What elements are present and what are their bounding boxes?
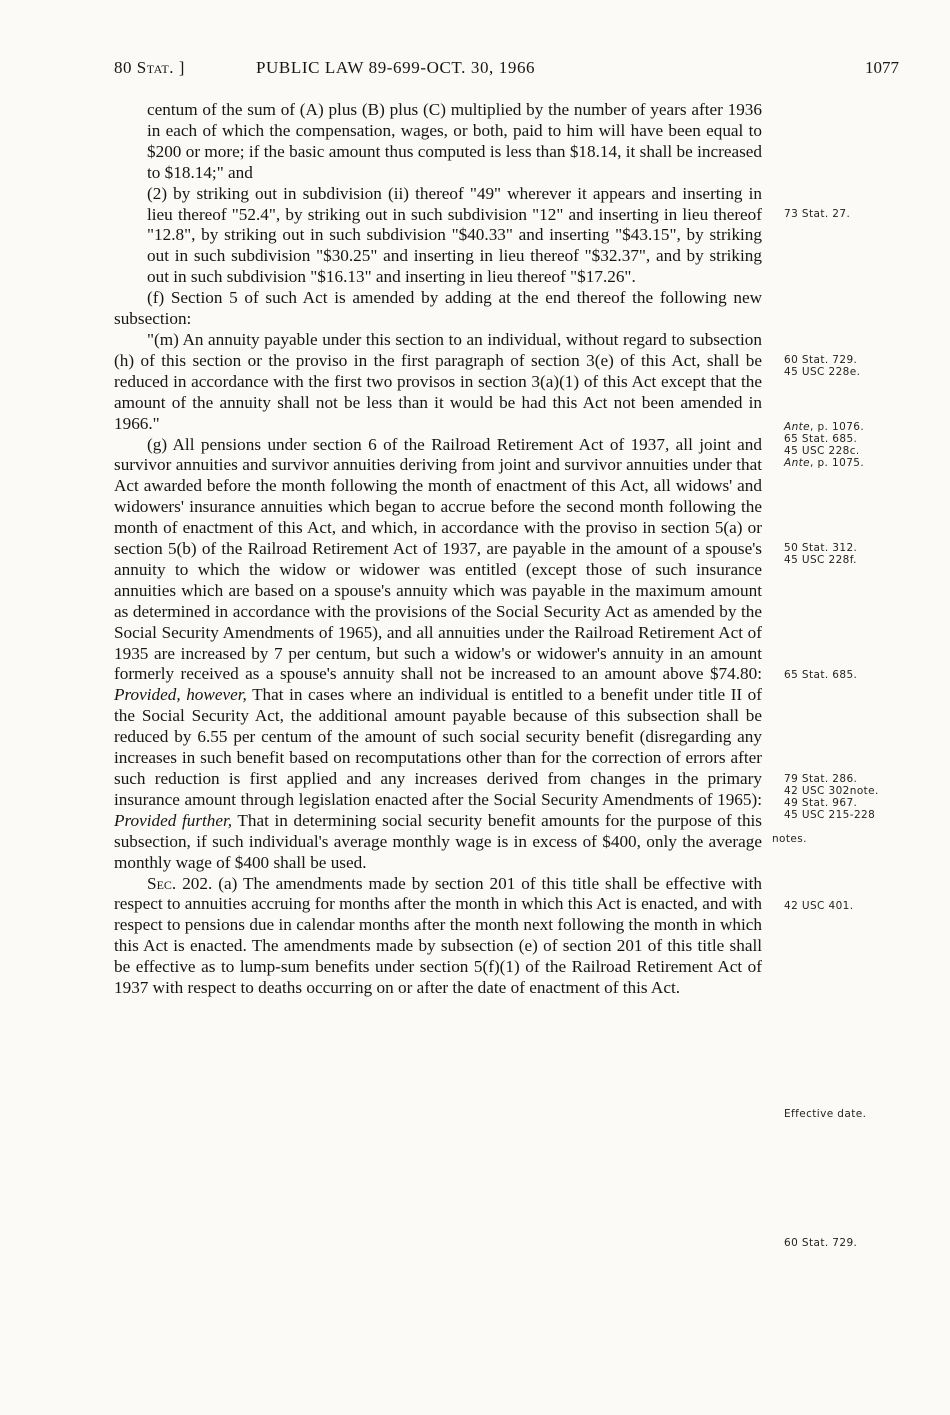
margin-note: 60 Stat. 729. 45 USC 228e.: [784, 354, 861, 378]
paragraph-text: (2) by striking out in subdivision (ii) thereof "49" wherever it appears and inserting in lieu thereof "52.4", by striking out in such subdivision "12" and inserting in lieu thereof "12.8", by striking out in such subdivision "$40.33" and inserting "$43.15", by striking out in such subdivision "$30.25" and inserting in lieu thereof "$32.37", and by striking out in such subdivision "$16.13" and inserting in lieu thereof "$17.26".: [147, 183, 762, 287]
paragraph: [114, 184, 762, 289]
margin-note: Effective date.: [784, 1108, 867, 1120]
margin-note: 60 Stat. 729.: [784, 1237, 858, 1249]
proviso: Provided, however,: [114, 685, 247, 705]
margin-note: 42 USC 401.: [784, 900, 854, 912]
main-text: [114, 100, 762, 999]
section-label: Sec.: [147, 873, 177, 893]
paragraph-text: That in cases where an individual is entitled to a benefit under title II of the Social Security Act, the additional amount payable because of this subsection shall be reduced by 6.55 per centum of the amount of such social security benefit (disregarding any increases in such benefit based on recomputations other than for the correction of errors after such reduction is first applied and any increases derived from changes in the primary insurance amount through legislation enacted after the Social Security Amendments of 1965):: [114, 685, 762, 809]
margin-note: 50 Stat. 312. 45 USC 228f.: [784, 542, 858, 566]
margin-note: 73 Stat. 27.: [784, 208, 851, 220]
page-number: 1077: [865, 58, 899, 77]
volume-reference: 80 Stat. ]: [114, 58, 185, 77]
paragraph: centum of the sum of (A) plus (B) plus (C) multiplied by the number of years after 1936 in each of which the compensation, wages, or both, paid to him will have been equal to $200 or more; if the basic amount thus computed is less than $18.14, it shall be increased to $18.14;" and: [147, 100, 762, 182]
margin-note: 65 Stat. 685.: [784, 669, 858, 681]
margin-note: Ante, p. 1076. 65 Stat. 685. 45 USC 228c. Ante, p. 1075.: [784, 421, 865, 469]
running-title: PUBLIC LAW 89-699-OCT. 30, 1966: [256, 58, 536, 77]
paragraph: [114, 874, 762, 999]
margin-note: 79 Stat. 286. 42 USC 302note. 49 Stat. 967. 45 USC 215-228: [784, 773, 879, 821]
proviso: Provided further,: [114, 810, 233, 830]
paragraph-text: (g) All pensions under section 6 of the Railroad Retirement Act of 1937, all joint and survivor annuities and survivor annuities deriving from joint and survivor annuities under that Act awarded before the month following the month of enactment of this Act, all widows' and widowers' insurance annuities which began to accrue before the second month following the month of enactment of this Act, and which, in accordance with the proviso in section 5(a) or section 5(b) of the Railroad Retirement Act of 1937, are payable in the amount of a spouse's annuity to which the widow or widower was entitled (except those of such insurance annuities which are based on a spouse's annuity which was payable in the maximum amount as determined in accordance with the provisions of the Social Security Act as amended by the Social Security Amendments of 1965), and all annuities under the Railroad Retirement Act of 1935 are increased by 7 per centum, but such a widow's or widower's annuity in an amount formerly received as a spouse's annuity shall not be increased to an amount above $74.80:: [114, 434, 762, 684]
paragraph: "(m) An annuity payable under this section to an individual, without regard to subsection (h) of this section or the proviso in the first paragraph of section 3(e) of this Act, shall be reduced in accordance with the first two provisos in section 3(a)(1) of this Act except that the amount of the annuity shall not be less than it would be had this Act not been amended in 1966.": [114, 329, 762, 433]
paragraph-text: 202. (a) The amendments made by section 201 of this title shall be effective with respect to annuities accruing for months after the month in which this Act is enacted, and with respect to pensions due in calendar months after the month next following the month in which this Act is enacted. The amendments made by subsection (e) of section 201 of this title shall be effective as to lump-sum benefits under section 5(f)(1) of the Railroad Retirement Act of 1937 with respect to deaths occurring on or after the date of enactment of this Act.: [114, 873, 763, 998]
margin-note: notes.: [772, 833, 807, 845]
paragraph: [114, 435, 762, 874]
paragraph-text: That in determining social security benefit amounts for the purpose of this subsection, if such individual's average monthly wage is in excess of $400, only the average monthly wage of $400 shall be used.: [114, 810, 762, 872]
page-header: [0, 58, 950, 84]
paragraph: (f) Section 5 of such Act is amended by adding at the end thereof the following new subsection:: [114, 288, 762, 329]
